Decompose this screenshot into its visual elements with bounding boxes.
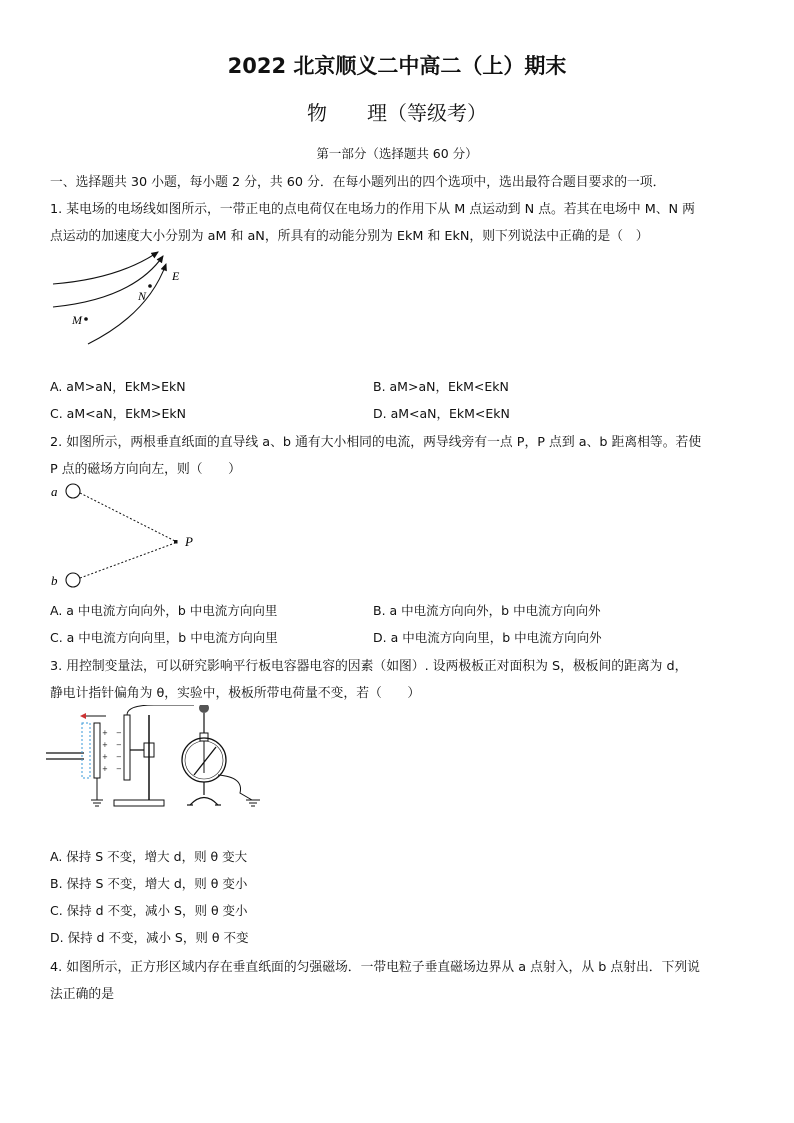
instructions: 一、选择题共 30 小题，每小题 2 分，共 60 分．在每小题列出的四个选项中，选出最符合题目要求的一项． [50, 175, 666, 190]
field-line-1 [53, 252, 158, 284]
electroscope-needle [194, 747, 216, 775]
svg-text:+: + [102, 753, 108, 761]
section-heading: 第一部分（选择题共 60 分） [316, 146, 478, 161]
point-p-dot [174, 540, 178, 544]
q2-stem-line2: P 点的磁场方向向左，则（ ） [50, 462, 241, 477]
q2-stem-line1: 2. 如图所示，两根垂直纸面的直导线 a、b 通有大小相同的电流，两导线旁有一点 P，P 点到 a、b 距离相等。若使 [50, 435, 702, 450]
label-n: N [138, 289, 147, 303]
page-title: 2022 北京顺义二中高二（上）期末 [227, 54, 567, 78]
q2-option-a[interactable]: A. a 中电流方向向外，b 中电流方向向里 [50, 603, 278, 618]
q1-option-d[interactable]: D. aM<aN，EkM<EkN [373, 406, 510, 421]
field-line-3 [88, 264, 166, 344]
q2-wires-figure [44, 478, 214, 593]
q1-option-a[interactable]: A. aM>aN，EkM>EkN [50, 379, 186, 394]
q1-option-b[interactable]: B. aM>aN，EkM<EkN [373, 379, 509, 394]
q3-stem-line2: 静电计指针偏角为 θ，实验中，极板所带电荷量不变，若（ ） [50, 686, 421, 701]
label-m: M [72, 313, 82, 327]
svg-text:−: − [116, 729, 122, 737]
svg-text:−: − [116, 765, 122, 773]
point-n-dot [148, 284, 152, 288]
label-a: a [51, 484, 58, 499]
q1-option-c[interactable]: C. aM<aN，EkM>EkN [50, 406, 186, 421]
label-p: P [185, 534, 193, 549]
wire-a [66, 484, 80, 498]
svg-text:+: + [102, 741, 108, 749]
q3-option-c[interactable]: C. 保持 d 不变，减小 S，则 θ 变小 [50, 903, 248, 918]
q1-electric-field-figure [48, 244, 198, 354]
q2-option-c[interactable]: C. a 中电流方向向里，b 中电流方向向里 [50, 630, 278, 645]
q4-stem-line2: 法正确的是 [50, 987, 114, 1002]
label-e: E [172, 269, 180, 283]
q3-capacitor-electroscope-figure [44, 705, 269, 815]
point-m-dot [84, 317, 88, 321]
label-b: b [51, 573, 58, 588]
left-plate [94, 723, 100, 778]
svg-text:−: − [116, 753, 122, 761]
movable-plate [82, 723, 90, 778]
svg-text:−: − [116, 741, 122, 749]
q3-option-d[interactable]: D. 保持 d 不变，减小 S，则 θ 不变 [50, 930, 249, 945]
q3-option-b[interactable]: B. 保持 S 不变，增大 d，则 θ 变小 [50, 876, 248, 891]
q1-stem-line2: 点运动的加速度大小分别为 aM 和 aN，所具有的动能分别为 EkM 和 EkN，则下列说法中正确的是（ ） [50, 229, 649, 244]
page-subtitle: 物 理（等级考） [307, 101, 487, 125]
dashed-line-b-p [80, 543, 175, 578]
electroscope-knob [199, 705, 209, 713]
svg-text:+: + [102, 729, 108, 737]
q2-option-d[interactable]: D. a 中电流方向向里，b 中电流方向向外 [373, 630, 602, 645]
q3-option-a[interactable]: A. 保持 S 不变，增大 d，则 θ 变大 [50, 849, 248, 864]
wire-b [66, 573, 80, 587]
right-plate [124, 715, 130, 780]
svg-text:+: + [102, 765, 108, 773]
q2-option-b[interactable]: B. a 中电流方向向外，b 中电流方向向外 [373, 603, 601, 618]
q1-stem-line1: 1. 某电场的电场线如图所示，一带正电的点电荷仅在电场力的作用下从 M 点运动到 N 点。若其在电场中 M、N 两 [50, 202, 695, 217]
q4-stem-line1: 4. 如图所示，正方形区域内存在垂直纸面的匀强磁场．一带电粒子垂直磁场边界从 a 点射入，从 b 点射出．下列说 [50, 960, 700, 975]
q3-stem-line1: 3. 用控制变量法，可以研究影响平行板电容器电容的因素（如图）. 设两极板正对面积为 S，极板间的距离为 d， [50, 659, 688, 674]
dashed-line-a-p [80, 493, 175, 541]
